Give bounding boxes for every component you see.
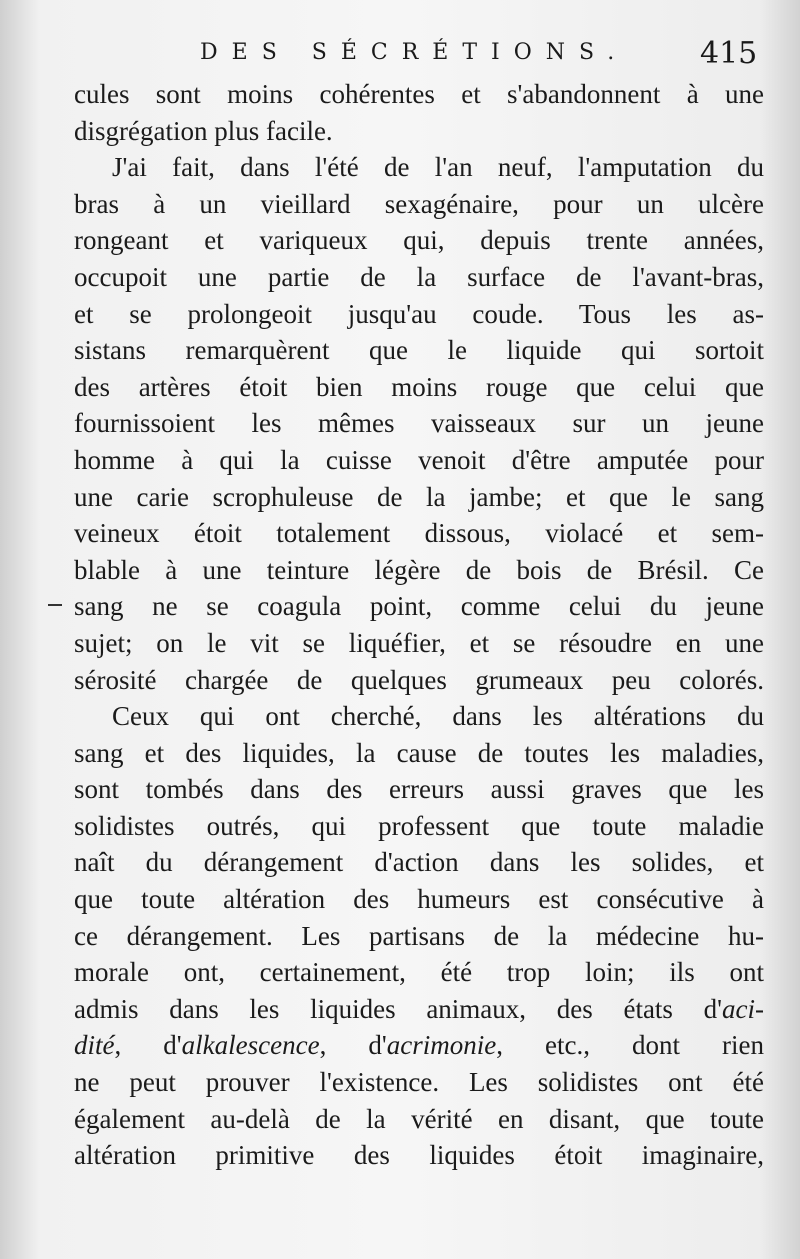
text-line bbox=[74, 918, 764, 955]
text-segment: homme à qui la cuisse venoit d'être amputée pour bbox=[74, 444, 764, 475]
text-segment: sujet; on le vit se liquéfier, et se résoudre en une bbox=[74, 627, 764, 658]
italic-text-segment: aci- bbox=[722, 993, 764, 1024]
text-segment: blable à une teinture légère de bois de Brésil. Ce bbox=[74, 554, 764, 585]
text-segment: disgrégation plus facile. bbox=[74, 115, 333, 146]
text-line bbox=[74, 588, 764, 625]
text-line bbox=[74, 186, 764, 223]
text-segment: sérosité chargée de quelques grumeaux peu colorés. bbox=[74, 664, 764, 695]
italic-text-segment: alkalescence bbox=[181, 1030, 320, 1061]
text-line bbox=[74, 76, 764, 113]
text-line bbox=[74, 1064, 764, 1101]
text-line bbox=[74, 222, 764, 259]
text-segment: bras à un vieillard sexagénaire, pour un ulcère bbox=[74, 188, 764, 219]
text-line bbox=[74, 698, 764, 735]
text-segment: altération primitive des liquides étoit imaginaire, bbox=[74, 1140, 764, 1171]
text-line bbox=[74, 149, 764, 186]
text-segment: morale ont, certainement, été trop loin; ils ont bbox=[74, 957, 764, 988]
text-segment: ne peut prouver l'existence. Les solidistes ont été bbox=[74, 1067, 764, 1098]
running-head-title: DES SÉCRÉTIONS. bbox=[200, 40, 629, 65]
text-segment: solidistes outrés, qui professent que toute maladie bbox=[74, 810, 764, 841]
text-line bbox=[74, 881, 764, 918]
text-segment: , d' bbox=[114, 1030, 182, 1061]
text-line bbox=[74, 662, 764, 699]
text-line bbox=[74, 625, 764, 662]
text-line bbox=[74, 113, 764, 150]
text-line bbox=[74, 1101, 764, 1138]
text-segment: sang ne se coagula point, comme celui du jeune bbox=[74, 591, 764, 622]
margin-dash-mark bbox=[48, 604, 62, 606]
text-segment: occupoit une partie de la surface de l'avant-bras, bbox=[74, 261, 764, 292]
text-segment: cules sont moins cohérentes et s'abandonnent à une bbox=[74, 79, 764, 109]
text-segment: sont tombés dans des erreurs aussi graves que les bbox=[74, 774, 764, 805]
text-line bbox=[74, 735, 764, 772]
text-segment: et se prolongeoit jusqu'au coude. Tous les as- bbox=[74, 298, 764, 329]
text-line bbox=[74, 332, 764, 369]
text-line bbox=[74, 296, 764, 333]
text-segment: Ceux qui ont cherché, dans les altérations du bbox=[112, 701, 764, 732]
italic-text-segment: acrimonie bbox=[386, 1030, 497, 1061]
text-line bbox=[74, 515, 764, 552]
text-segment: , d' bbox=[319, 1030, 387, 1061]
text-segment: une carie scrophuleuse de la jambe; et que le sang bbox=[74, 481, 764, 512]
text-segment: sang et des liquides, la cause de toutes les maladies, bbox=[74, 737, 764, 768]
text-line bbox=[74, 771, 764, 808]
text-line bbox=[74, 405, 764, 442]
text-line bbox=[74, 442, 764, 479]
text-line bbox=[74, 552, 764, 589]
text-segment: veineux étoit totalement dissous, violacé et sem- bbox=[74, 518, 764, 549]
text-segment: J'ai fait, dans l'été de l'an neuf, l'amputation du bbox=[112, 152, 764, 183]
text-line bbox=[74, 808, 764, 845]
text-segment: ce dérangement. Les partisans de la médecine hu- bbox=[74, 920, 764, 951]
text-line bbox=[74, 954, 764, 991]
text-segment: , etc., dont rien bbox=[496, 1030, 765, 1061]
text-line bbox=[74, 844, 764, 881]
text-line bbox=[74, 991, 764, 1028]
text-segment: naît du dérangement d'action dans les solides, et bbox=[74, 847, 764, 878]
text-segment: sistans remarquèrent que le liquide qui sortoit bbox=[74, 335, 764, 366]
text-line bbox=[74, 369, 764, 406]
text-line bbox=[74, 1137, 764, 1174]
text-segment: fournissoient les mêmes vaisseaux sur un jeune bbox=[74, 408, 764, 439]
body-text bbox=[74, 76, 764, 1174]
text-segment: que toute altération des humeurs est consécutive à bbox=[74, 884, 764, 915]
text-segment: également au-delà de la vérité en disant, que toute bbox=[74, 1103, 764, 1134]
text-segment: admis dans les liquides animaux, des états d' bbox=[74, 993, 723, 1024]
text-line bbox=[74, 259, 764, 296]
page-number: 415 bbox=[700, 36, 758, 71]
text-line bbox=[74, 1027, 764, 1064]
text-segment: des artères étoit bien moins rouge que celui que bbox=[74, 371, 764, 402]
text-line bbox=[74, 479, 764, 516]
text-segment: rongeant et variqueux qui, depuis trente années, bbox=[74, 225, 764, 256]
italic-text-segment: dité bbox=[74, 1030, 115, 1061]
